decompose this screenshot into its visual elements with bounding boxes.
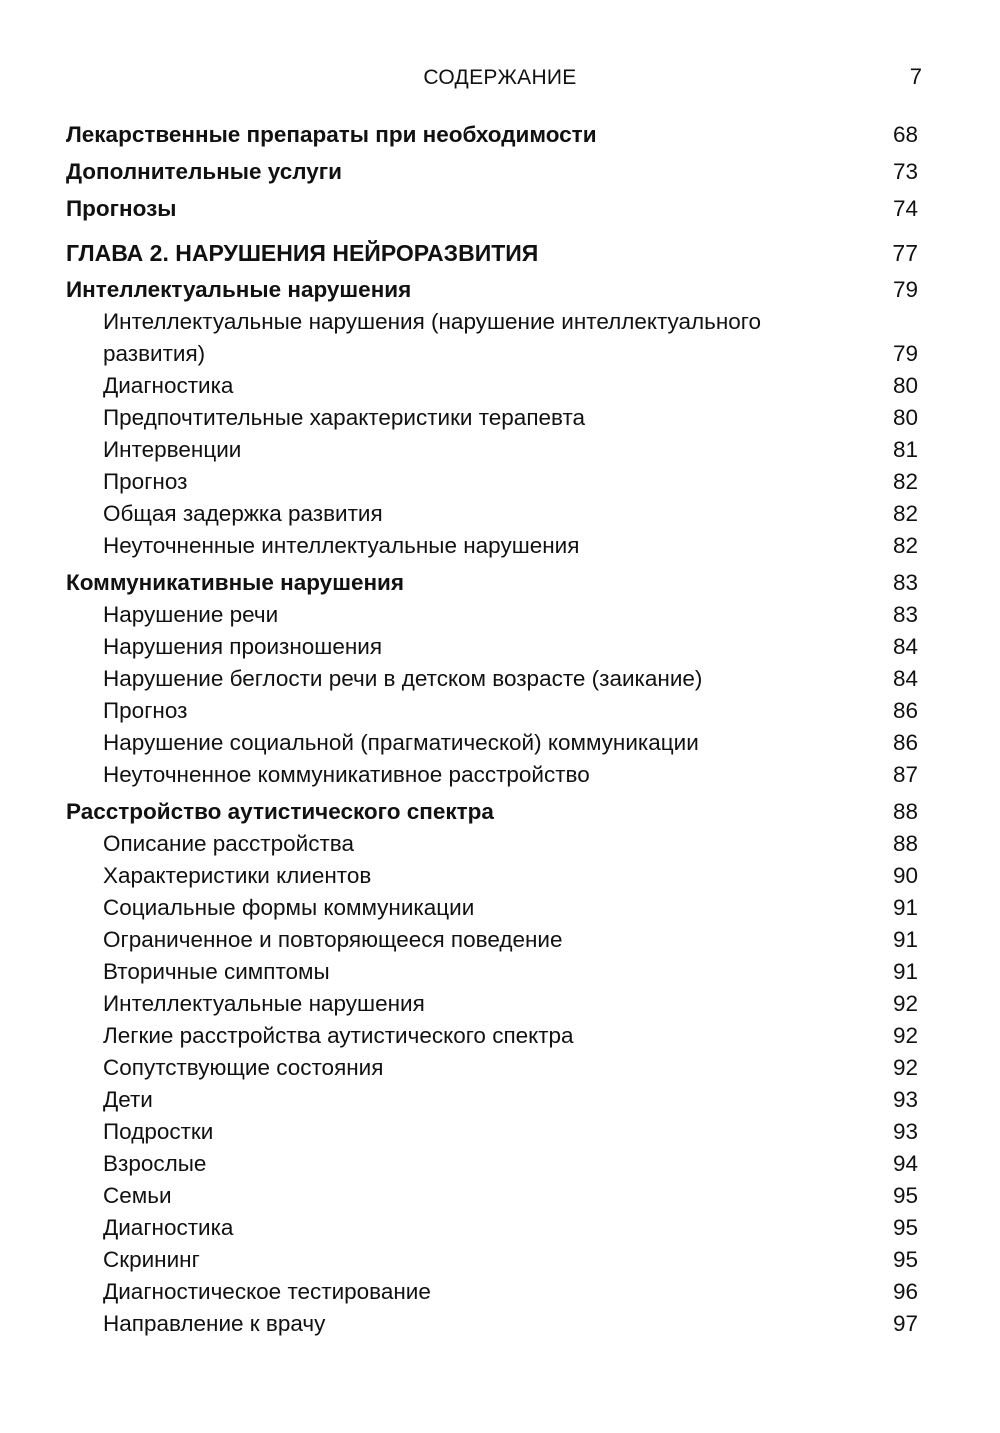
toc-entry-title: Интервенции <box>103 437 242 462</box>
toc-entry-page: 95 <box>892 1247 918 1272</box>
toc-entry <box>66 119 918 151</box>
toc-entry-title: Нарушение речи <box>103 602 279 627</box>
toc-entry <box>66 1084 918 1116</box>
toc-entry <box>66 1180 918 1212</box>
toc-entry-title: Описание расстройства <box>103 831 354 856</box>
toc-entry-title: Предпочтительные характеристики терапевта <box>103 405 586 430</box>
toc-entry <box>66 434 918 466</box>
toc-entry-title: Прогноз <box>103 469 188 494</box>
toc-entry-page: 92 <box>892 1055 918 1080</box>
toc-entry <box>66 924 918 956</box>
toc-entry-title: Ограниченное и повторяющееся поведение <box>103 927 563 952</box>
toc-entry-page: 79 <box>892 277 918 302</box>
toc-entry-title: Дополнительные услуги <box>66 159 342 184</box>
toc-entry-page: 86 <box>892 698 918 723</box>
toc-entry <box>66 988 918 1020</box>
toc-entry-page: 91 <box>892 927 918 952</box>
toc-entry <box>66 663 918 695</box>
toc-entry-page: 80 <box>892 405 918 430</box>
toc-entry-page: 83 <box>892 570 918 595</box>
toc-entry-page: 84 <box>892 634 918 659</box>
toc-entry <box>66 759 918 791</box>
toc-entry-title: Скрининг <box>103 1247 200 1272</box>
toc-entry-page: 94 <box>892 1151 918 1176</box>
toc-entry <box>66 466 918 498</box>
toc-entry <box>66 306 918 370</box>
toc-entry-page: 82 <box>892 469 918 494</box>
toc-entry <box>66 193 918 225</box>
toc-entry <box>66 695 918 727</box>
toc-entry-page: 84 <box>892 666 918 691</box>
toc-entry-page: 83 <box>892 602 918 627</box>
toc-entry <box>66 1052 918 1084</box>
toc-entry <box>66 956 918 988</box>
toc-entry-title: Общая задержка развития <box>103 501 383 526</box>
toc-entry-title: Прогноз <box>103 698 188 723</box>
toc-entry-title: Прогнозы <box>66 196 177 221</box>
toc-entry-page: 77 <box>892 240 918 266</box>
toc-entry-title: Неуточненное коммуникативное расстройство <box>103 762 590 787</box>
toc-entry-title: Диагностика <box>103 1215 234 1240</box>
toc-entry <box>66 530 918 562</box>
toc-entry <box>66 1308 918 1340</box>
table-of-contents <box>66 119 918 1340</box>
toc-entry-page: 95 <box>892 1215 918 1240</box>
toc-entry <box>66 274 918 306</box>
toc-entry <box>66 1212 918 1244</box>
toc-entry-page: 82 <box>892 533 918 558</box>
toc-entry-title: Нарушение беглости речи в детском возрасте (заикание) <box>103 666 703 691</box>
toc-entry-title: Интеллектуальные нарушения <box>66 277 412 302</box>
running-header-title: СОДЕРЖАНИЕ <box>423 66 577 89</box>
toc-entry-title: Лекарственные препараты при необходимости <box>66 122 597 147</box>
toc-entry <box>66 631 918 663</box>
toc-entry-title: Нарушения произношения <box>103 634 383 659</box>
toc-entry-page: 93 <box>892 1087 918 1112</box>
toc-entry-title: Характеристики клиентов <box>103 863 372 888</box>
toc-entry-page: 95 <box>892 1183 918 1208</box>
toc-entry <box>66 828 918 860</box>
toc-entry-page: 91 <box>892 895 918 920</box>
toc-entry <box>66 237 918 269</box>
toc-entry-title: Сопутствующие состояния <box>103 1055 384 1080</box>
toc-entry <box>66 796 918 828</box>
toc-entry-title: Диагностическое тестирование <box>103 1279 431 1304</box>
toc-entry-page: 88 <box>892 799 918 824</box>
toc-entry-title: Легкие расстройства аутистического спектра <box>103 1023 574 1048</box>
toc-entry-page: 97 <box>892 1311 918 1336</box>
toc-entry-page: 86 <box>892 730 918 755</box>
toc-entry-title: Вторичные симптомы <box>103 959 330 984</box>
toc-entry-title: Нарушение социальной (прагматической) коммуникации <box>103 730 699 755</box>
toc-entry-page: 68 <box>892 122 918 147</box>
toc-entry-title: Интеллектуальные нарушения <box>103 991 425 1016</box>
toc-entry-page: 92 <box>892 991 918 1016</box>
toc-entry <box>66 892 918 924</box>
toc-entry <box>66 1148 918 1180</box>
toc-entry-title: Коммуникативные нарушения <box>66 570 405 595</box>
page-number: 7 <box>909 64 922 89</box>
toc-entry-page: 82 <box>892 501 918 526</box>
toc-entry <box>66 498 918 530</box>
toc-entry-page: 96 <box>892 1279 918 1304</box>
toc-entry <box>66 156 918 188</box>
toc-entry-title: ГЛАВА 2. НАРУШЕНИЯ НЕЙРОРАЗВИТИЯ <box>66 240 539 266</box>
toc-entry <box>66 402 918 434</box>
toc-entry-page: 73 <box>892 159 918 184</box>
toc-entry <box>66 727 918 759</box>
toc-entry-page: 90 <box>892 863 918 888</box>
toc-entry <box>66 1020 918 1052</box>
toc-entry-page: 92 <box>892 1023 918 1048</box>
toc-entry-title: Взрослые <box>103 1151 207 1176</box>
toc-entry <box>66 599 918 631</box>
toc-entry-page: 93 <box>892 1119 918 1144</box>
toc-entry-title: Неуточненные интеллектуальные нарушения <box>103 533 580 558</box>
toc-entry <box>66 567 918 599</box>
toc-entry-page: 80 <box>892 373 918 398</box>
toc-entry <box>66 1116 918 1148</box>
toc-entry-page: 91 <box>892 959 918 984</box>
toc-entry <box>66 860 918 892</box>
toc-entry-page: 79 <box>892 341 918 366</box>
toc-entry-title: Дети <box>103 1087 153 1112</box>
toc-entry-title: Направление к врачу <box>103 1311 326 1336</box>
toc-entry-title: Расстройство аутистического спектра <box>66 799 494 824</box>
toc-entry-title: Диагностика <box>103 373 234 398</box>
toc-entry-title: Интеллектуальные нарушения (нарушение интеллектуального развития) <box>103 309 762 366</box>
toc-entry-title: Социальные формы коммуникации <box>103 895 475 920</box>
toc-entry-title: Семьи <box>103 1183 172 1208</box>
toc-entry-page: 87 <box>892 762 918 787</box>
toc-entry-page: 74 <box>892 196 918 221</box>
toc-entry-page: 81 <box>892 437 918 462</box>
toc-entry-page: 88 <box>892 831 918 856</box>
toc-entry <box>66 1244 918 1276</box>
toc-entry-title: Подростки <box>103 1119 214 1144</box>
toc-entry <box>66 1276 918 1308</box>
toc-entry <box>66 370 918 402</box>
